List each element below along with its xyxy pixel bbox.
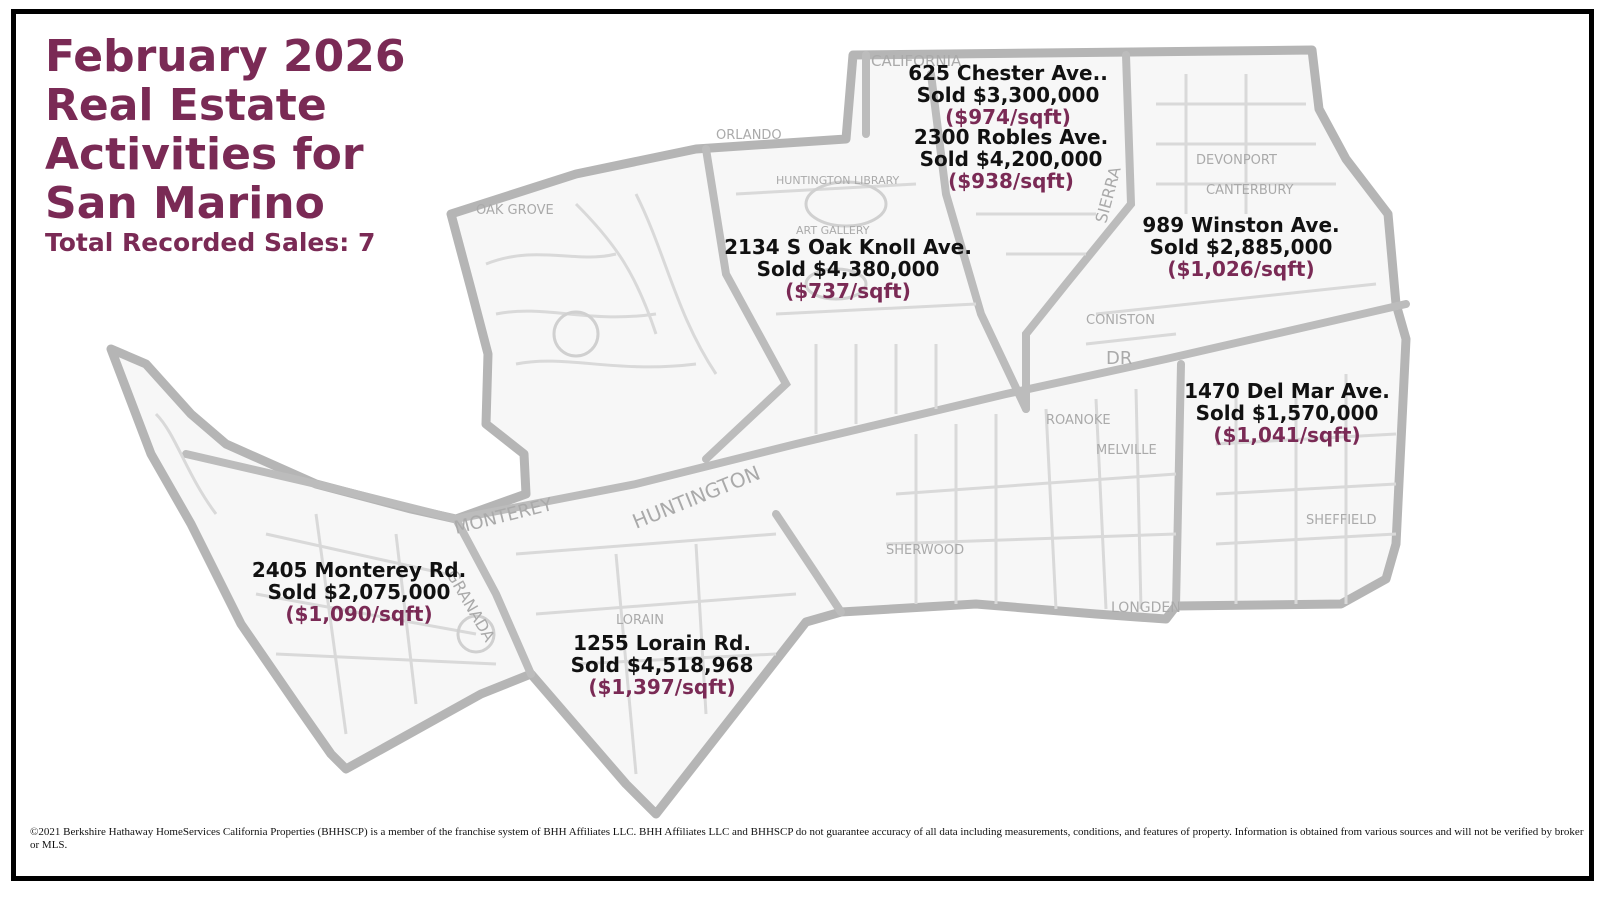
map-frame	[11, 9, 1594, 881]
map-label-canterbury: CANTERBURY	[1206, 183, 1294, 198]
sale-price: Sold $1,570,000	[1195, 401, 1379, 425]
sale-address: 2300 Robles Ave.	[913, 125, 1109, 149]
title-block	[45, 32, 406, 258]
sale-2134-s-oak-knoll	[724, 236, 972, 302]
sale-1470-del-mar	[1184, 380, 1390, 446]
map-label-longden: LONGDEN	[1111, 600, 1181, 616]
map-label-california: CALIFORNIA	[871, 52, 962, 70]
sale-address: 1255 Lorain Rd.	[573, 631, 751, 655]
map-label-sierra: SIERRA	[1091, 164, 1125, 226]
sale-price-per-sqft: ($974/sqft)	[945, 105, 1071, 129]
map-label-roanoke: ROANOKE	[1046, 413, 1111, 428]
sale-2405-monterey	[252, 559, 466, 625]
sale-2300-robles	[914, 126, 1108, 192]
sale-price: Sold $2,075,000	[267, 580, 451, 604]
map-label-granada: GRANADA	[442, 566, 499, 646]
sale-price: Sold $4,200,000	[919, 147, 1103, 171]
sale-price-per-sqft: ($1,090/sqft)	[285, 602, 433, 626]
map-label-sherwood: SHERWOOD	[886, 543, 965, 558]
sale-625-chester	[908, 62, 1108, 128]
title-line-2: Real Estate	[45, 80, 327, 131]
sale-price-per-sqft: ($1,397/sqft)	[588, 675, 736, 699]
sale-address: 625 Chester Ave..	[908, 61, 1108, 85]
sale-price: Sold $2,885,000	[1149, 235, 1333, 259]
map-label-orlando: ORLANDO	[716, 128, 782, 143]
map-label-sheffield: SHEFFIELD	[1306, 513, 1377, 528]
map-label-lorain: LORAIN	[616, 613, 664, 628]
sale-price-per-sqft: ($938/sqft)	[948, 169, 1074, 193]
map-label-dr: DR	[1106, 348, 1133, 369]
title-line-1: February 2026	[45, 31, 406, 82]
sale-address: 2134 S Oak Knoll Ave.	[724, 235, 972, 259]
map-label-art-gallery: ART GALLERY	[796, 224, 870, 237]
map-label-oak-grove: OAK GROVE	[476, 203, 554, 218]
sale-989-winston	[1142, 214, 1339, 280]
map-label-monterey: MONTEREY	[452, 494, 555, 539]
sale-address: 989 Winston Ave.	[1142, 213, 1340, 237]
sale-address: 1470 Del Mar Ave.	[1184, 379, 1390, 403]
sale-price: Sold $4,380,000	[756, 257, 940, 281]
sale-price-per-sqft: ($1,026/sqft)	[1167, 257, 1315, 281]
map-label-huntington-library: HUNTINGTON LIBRARY	[776, 174, 900, 187]
sale-price-per-sqft: ($1,041/sqft)	[1213, 423, 1361, 447]
legal-disclaimer: ©2021 Berkshire Hathaway HomeServices California Properties (BHHSCP) is a member of the franchise system of BHH Affiliates LLC. BHH Affiliates LLC and BHHSCP do not guarantee accuracy of all data including measurements, conditions, and features of property. Information is obtained from various sources and will not be verified by broker or MLS.	[30, 826, 1584, 851]
title-line-3: Activities for	[45, 129, 364, 180]
map-label-coniston: CONISTON	[1086, 313, 1156, 328]
sale-price: Sold $4,518,968	[570, 653, 754, 677]
sale-address: 2405 Monterey Rd.	[251, 558, 467, 582]
total-sales-subtitle: Total Recorded Sales: 7	[45, 228, 376, 257]
sale-price: Sold $3,300,000	[916, 83, 1100, 107]
map-label-huntington: HUNTINGTON	[628, 460, 764, 534]
map-label-melville: MELVILLE	[1096, 443, 1157, 458]
title-line-4: San Marino	[45, 178, 325, 229]
road-del-mar-lower	[1176, 364, 1181, 606]
map-label-devonport: DEVONPORT	[1196, 153, 1277, 168]
sale-price-per-sqft: ($737/sqft)	[785, 279, 911, 303]
sale-1255-lorain	[571, 632, 754, 698]
